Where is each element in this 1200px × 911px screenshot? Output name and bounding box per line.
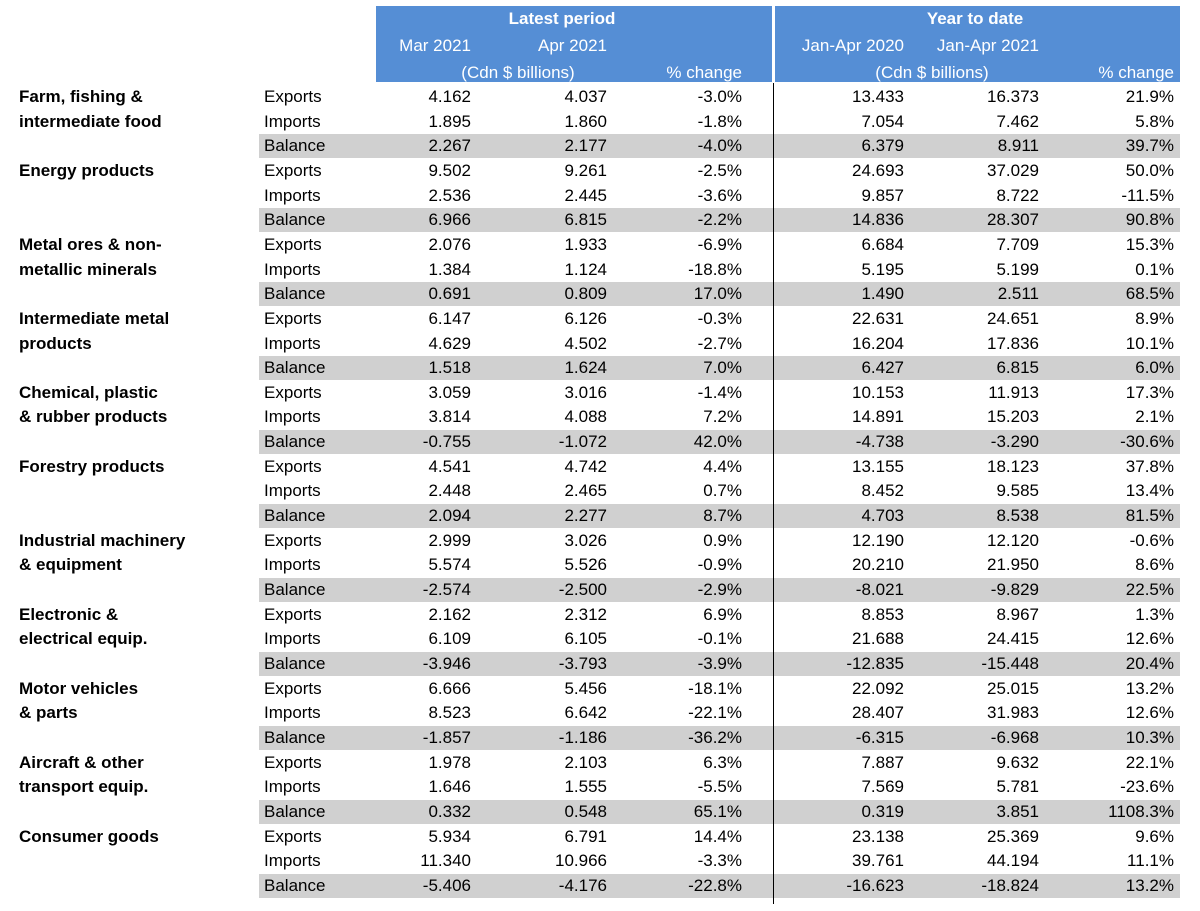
value-cell-mar-2021: 2.162 — [428, 604, 471, 624]
value-cell-mar-2021: 3.059 — [428, 382, 471, 402]
value-cell-jan-apr-2021: 6.815 — [996, 358, 1039, 378]
value-cell-jan-apr-2020: 0.319 — [861, 801, 904, 821]
table-row-imports — [0, 627, 1200, 652]
value-cell-jan-apr-2021: 25.369 — [987, 826, 1039, 846]
value-cell-pct-change-latest: 65.1% — [693, 801, 742, 821]
value-cell-jan-apr-2021: -6.968 — [990, 727, 1039, 747]
value-cell-jan-apr-2021: 8.911 — [997, 136, 1039, 156]
value-cell-apr-2021: 1.124 — [564, 259, 607, 279]
value-cell-apr-2021: 2.312 — [564, 604, 607, 624]
value-cell-jan-apr-2020: 6.684 — [861, 234, 904, 254]
value-cell-jan-apr-2020: 6.379 — [861, 136, 904, 156]
col-header-pct-change-latest: % change — [666, 63, 742, 82]
value-cell-mar-2021: 4.541 — [428, 456, 471, 476]
row-type-label: Imports — [264, 111, 321, 131]
category-label: Chemical, plastic — [19, 382, 158, 402]
category-label: Forestry products — [19, 456, 165, 476]
value-cell-jan-apr-2021: 8.722 — [996, 185, 1039, 205]
category-label: Energy products — [19, 160, 155, 180]
value-cell-pct-change-latest: -3.9% — [697, 653, 742, 673]
value-cell-pct-change-ytd: 13.2% — [1125, 875, 1174, 895]
row-type-label: Exports — [264, 234, 322, 254]
value-cell-jan-apr-2021: -15.448 — [981, 653, 1039, 673]
value-cell-mar-2021: 2.536 — [428, 185, 471, 205]
value-cell-pct-change-latest: 17.0% — [693, 284, 742, 304]
value-cell-pct-change-latest: 7.0% — [703, 358, 742, 378]
row-type-label: Balance — [264, 506, 326, 526]
row-type-label: Imports — [264, 703, 321, 723]
value-cell-jan-apr-2021: 8.538 — [996, 506, 1039, 526]
category-label: Intermediate metal — [19, 308, 170, 328]
value-cell-jan-apr-2021: 16.373 — [987, 87, 1039, 106]
value-cell-pct-change-ytd: 10.1% — [1125, 333, 1174, 353]
category-label: Aircraft & other — [19, 752, 144, 772]
category-label: & rubber products — [19, 407, 168, 427]
row-type-label: Balance — [264, 580, 326, 599]
row-type-label: Balance — [264, 284, 326, 304]
value-cell-jan-apr-2020: 8.853 — [861, 604, 904, 624]
value-cell-apr-2021: -2.500 — [558, 580, 607, 599]
row-type-label: Balance — [264, 875, 326, 895]
value-cell-jan-apr-2020: -4.738 — [855, 432, 904, 452]
table-row-exports — [0, 529, 1200, 554]
value-cell-mar-2021: 1.518 — [428, 358, 471, 378]
value-cell-jan-apr-2021: 7.709 — [996, 234, 1039, 254]
value-cell-jan-apr-2021: 11.913 — [988, 382, 1039, 402]
value-cell-pct-change-ytd: 81.5% — [1125, 506, 1174, 526]
table-row-balance — [0, 282, 1200, 307]
row-type-label: Imports — [264, 555, 321, 575]
value-cell-jan-apr-2021: 28.307 — [987, 210, 1039, 230]
table-row-exports — [0, 825, 1200, 850]
value-cell-jan-apr-2020: 21.688 — [852, 629, 904, 649]
value-cell-apr-2021: 6.126 — [564, 308, 607, 328]
value-cell-pct-change-ytd: 12.6% — [1125, 703, 1174, 723]
category-label: products — [19, 333, 92, 353]
row-type-label: Balance — [264, 727, 326, 747]
table-row-balance — [0, 874, 1200, 899]
table-row-balance — [0, 208, 1200, 233]
value-cell-jan-apr-2020: -16.623 — [846, 875, 904, 895]
units-label-latest: (Cdn $ billions) — [461, 63, 575, 82]
value-cell-jan-apr-2020: 7.569 — [861, 777, 904, 797]
value-cell-pct-change-latest: 8.7% — [703, 506, 742, 526]
value-cell-apr-2021: 2.103 — [564, 752, 607, 772]
value-cell-pct-change-latest: 14.4% — [693, 826, 742, 846]
value-cell-jan-apr-2021: 24.415 — [987, 629, 1039, 649]
row-type-label: Imports — [264, 851, 321, 871]
value-cell-pct-change-latest: -5.5% — [697, 777, 742, 797]
value-cell-apr-2021: 1.860 — [564, 111, 607, 131]
table-row-imports — [0, 775, 1200, 800]
value-cell-apr-2021: 5.456 — [564, 678, 607, 698]
value-cell-mar-2021: 3.814 — [428, 407, 471, 427]
value-cell-pct-change-latest: -2.7% — [697, 333, 742, 353]
value-cell-jan-apr-2020: 13.155 — [852, 456, 904, 476]
category-label: electrical equip. — [19, 629, 148, 649]
table-row-balance — [0, 134, 1200, 159]
value-cell-apr-2021: 2.277 — [564, 506, 607, 526]
value-cell-pct-change-ytd: -23.6% — [1120, 777, 1174, 797]
category-label: transport equip. — [19, 777, 149, 797]
value-cell-jan-apr-2020: -12.835 — [846, 653, 904, 673]
value-cell-jan-apr-2021: 18.123 — [987, 456, 1039, 476]
value-cell-jan-apr-2021: 24.651 — [987, 308, 1039, 328]
category-label: intermediate food — [19, 111, 162, 131]
value-cell-apr-2021: 2.465 — [564, 481, 607, 501]
value-cell-mar-2021: 6.147 — [428, 308, 471, 328]
value-cell-apr-2021: 6.105 — [564, 629, 607, 649]
value-cell-jan-apr-2020: 14.891 — [852, 407, 904, 427]
value-cell-mar-2021: -5.406 — [422, 875, 471, 895]
table-row-imports — [0, 849, 1200, 874]
category-label: Motor vehicles — [19, 678, 139, 698]
value-cell-jan-apr-2020: -6.315 — [855, 727, 904, 747]
value-cell-mar-2021: 1.895 — [428, 111, 471, 131]
value-cell-pct-change-ytd: 90.8% — [1125, 210, 1174, 230]
table-row-balance — [0, 430, 1200, 455]
value-cell-jan-apr-2021: 25.015 — [987, 678, 1039, 698]
value-cell-apr-2021: -3.793 — [558, 653, 607, 673]
table-row-exports — [0, 603, 1200, 628]
value-cell-pct-change-latest: -3.6% — [697, 185, 742, 205]
value-cell-mar-2021: 4.162 — [428, 87, 471, 106]
col-header-jan-apr-2020: Jan-Apr 2020 — [801, 36, 904, 55]
value-cell-apr-2021: 6.815 — [564, 210, 607, 230]
value-cell-jan-apr-2020: 39.761 — [852, 851, 904, 871]
value-cell-apr-2021: 9.261 — [564, 160, 607, 180]
value-cell-pct-change-ytd: 15.3% — [1125, 234, 1174, 254]
table-row-imports — [0, 479, 1200, 504]
value-cell-jan-apr-2020: 7.887 — [861, 752, 904, 772]
value-cell-pct-change-latest: 0.9% — [703, 530, 742, 550]
col-header-mar-2021: Mar 2021 — [399, 36, 471, 55]
row-type-label: Imports — [264, 629, 321, 649]
value-cell-apr-2021: -1.072 — [558, 432, 607, 452]
table-row-imports — [0, 701, 1200, 726]
value-cell-mar-2021: 8.523 — [428, 703, 471, 723]
row-type-label: Exports — [264, 826, 322, 846]
value-cell-pct-change-ytd: 2.1% — [1135, 407, 1174, 427]
value-cell-mar-2021: 1.384 — [428, 259, 471, 279]
value-cell-pct-change-ytd: 1108.3% — [1108, 801, 1174, 821]
value-cell-pct-change-latest: 42.0% — [693, 432, 742, 452]
value-cell-apr-2021: 4.502 — [564, 333, 607, 353]
value-cell-pct-change-ytd: 0.1% — [1135, 259, 1174, 279]
category-label: Industrial machinery — [19, 530, 186, 550]
value-cell-pct-change-ytd: 12.6% — [1125, 629, 1174, 649]
value-cell-apr-2021: 3.026 — [564, 530, 607, 550]
table-row-imports — [0, 553, 1200, 578]
value-cell-pct-change-latest: -22.8% — [688, 875, 742, 895]
table-row-exports — [0, 381, 1200, 406]
row-type-label: Balance — [264, 210, 326, 230]
value-cell-mar-2021: -3.946 — [422, 653, 471, 673]
category-label: Consumer goods — [19, 826, 159, 846]
value-cell-mar-2021: 2.999 — [428, 530, 471, 550]
row-type-label: Imports — [264, 185, 321, 205]
value-cell-jan-apr-2021: 12.120 — [987, 530, 1039, 550]
value-cell-pct-change-ytd: 20.4% — [1125, 653, 1174, 673]
value-cell-pct-change-latest: -0.9% — [697, 555, 742, 575]
value-cell-mar-2021: 2.094 — [428, 506, 471, 526]
value-cell-pct-change-ytd: 39.7% — [1125, 136, 1174, 156]
value-cell-mar-2021: -1.857 — [422, 727, 471, 747]
row-type-label: Exports — [264, 456, 322, 476]
value-cell-jan-apr-2021: 9.585 — [996, 481, 1039, 501]
table-row-balance — [0, 652, 1200, 677]
value-cell-apr-2021: 0.548 — [564, 801, 607, 821]
value-cell-apr-2021: -1.186 — [558, 727, 607, 747]
value-cell-pct-change-ytd: 22.1% — [1125, 752, 1174, 772]
value-cell-pct-change-ytd: -0.6% — [1129, 530, 1174, 550]
row-type-label: Exports — [264, 678, 322, 698]
value-cell-mar-2021: 1.646 — [428, 777, 471, 797]
category-label: Farm, fishing & — [19, 87, 143, 106]
value-cell-pct-change-ytd: 68.5% — [1125, 284, 1174, 304]
value-cell-pct-change-ytd: -11.5% — [1121, 185, 1174, 205]
value-cell-jan-apr-2020: 7.054 — [861, 111, 904, 131]
units-label-ytd: (Cdn $ billions) — [875, 63, 989, 82]
category-label: metallic minerals — [19, 259, 157, 279]
value-cell-pct-change-latest: -1.4% — [697, 382, 742, 402]
table-row-balance — [0, 504, 1200, 529]
value-cell-pct-change-latest: -18.8% — [688, 259, 742, 279]
category-label: & equipment — [19, 555, 122, 575]
value-cell-jan-apr-2021: 9.632 — [996, 752, 1039, 772]
table-row-exports — [0, 455, 1200, 480]
row-type-label: Balance — [264, 653, 326, 673]
row-type-label: Balance — [264, 432, 326, 452]
col-header-jan-apr-2021: Jan-Apr 2021 — [936, 36, 1039, 55]
value-cell-jan-apr-2020: 6.427 — [861, 358, 904, 378]
value-cell-apr-2021: 2.445 — [564, 185, 607, 205]
value-cell-mar-2021: 6.666 — [428, 678, 471, 698]
row-type-label: Exports — [264, 604, 322, 624]
value-cell-mar-2021: 2.448 — [428, 481, 471, 501]
value-cell-apr-2021: 1.933 — [564, 234, 607, 254]
col-header-apr-2021: Apr 2021 — [538, 36, 607, 55]
category-label: Electronic & — [19, 604, 119, 624]
value-cell-pct-change-ytd: 10.3% — [1125, 727, 1174, 747]
value-cell-pct-change-ytd: 5.8% — [1135, 111, 1174, 131]
value-cell-jan-apr-2020: 12.190 — [852, 530, 904, 550]
row-type-label: Exports — [264, 752, 322, 772]
value-cell-mar-2021: 6.966 — [428, 210, 471, 230]
value-cell-pct-change-latest: 7.2% — [703, 407, 742, 427]
value-cell-pct-change-ytd: 8.9% — [1135, 308, 1174, 328]
value-cell-jan-apr-2020: 10.153 — [852, 382, 904, 402]
value-cell-jan-apr-2020: 20.210 — [852, 555, 904, 575]
value-cell-pct-change-latest: -6.9% — [697, 234, 742, 254]
value-cell-apr-2021: -4.176 — [558, 875, 607, 895]
value-cell-apr-2021: 1.624 — [564, 358, 607, 378]
value-cell-mar-2021: 1.978 — [428, 752, 471, 772]
table-row-exports — [0, 751, 1200, 776]
table-row-exports — [0, 677, 1200, 702]
value-cell-pct-change-ytd: 6.0% — [1135, 358, 1174, 378]
table-row-balance — [0, 578, 1200, 603]
value-cell-jan-apr-2020: -8.021 — [855, 580, 904, 599]
value-cell-apr-2021: 4.742 — [564, 456, 607, 476]
value-cell-jan-apr-2021: 3.851 — [996, 801, 1039, 821]
row-type-label: Imports — [264, 777, 321, 797]
row-type-label: Exports — [264, 87, 322, 106]
value-cell-jan-apr-2020: 4.703 — [861, 506, 904, 526]
value-cell-jan-apr-2020: 23.138 — [852, 826, 904, 846]
value-cell-jan-apr-2021: 5.199 — [996, 259, 1039, 279]
value-cell-apr-2021: 4.037 — [564, 87, 607, 106]
table-row-exports — [0, 307, 1200, 332]
row-type-label: Imports — [264, 259, 321, 279]
value-cell-pct-change-latest: -1.8% — [697, 111, 742, 131]
value-cell-pct-change-latest: -36.2% — [688, 727, 742, 747]
value-cell-jan-apr-2021: 31.983 — [987, 703, 1039, 723]
value-cell-mar-2021: 6.109 — [428, 629, 471, 649]
value-cell-pct-change-latest: -18.1% — [688, 678, 742, 698]
table-row-imports — [0, 258, 1200, 283]
row-type-label: Imports — [264, 407, 321, 427]
value-cell-apr-2021: 5.526 — [564, 555, 607, 575]
value-cell-pct-change-ytd: 13.2% — [1125, 678, 1174, 698]
value-cell-pct-change-ytd: 11.1% — [1127, 851, 1174, 871]
value-cell-mar-2021: 4.629 — [428, 333, 471, 353]
value-cell-pct-change-ytd: -30.6% — [1120, 432, 1174, 452]
row-type-label: Balance — [264, 801, 326, 821]
value-cell-jan-apr-2021: 8.967 — [996, 604, 1039, 624]
table-row-imports — [0, 110, 1200, 135]
value-cell-jan-apr-2020: 22.631 — [852, 308, 904, 328]
row-type-label: Exports — [264, 160, 322, 180]
value-cell-jan-apr-2020: 28.407 — [852, 703, 904, 723]
category-label: & parts — [19, 703, 78, 723]
table-row-imports — [0, 184, 1200, 209]
value-cell-jan-apr-2020: 13.433 — [852, 87, 904, 106]
value-cell-pct-change-ytd: 37.8% — [1125, 456, 1174, 476]
value-cell-pct-change-ytd: 1.3% — [1135, 604, 1174, 624]
value-cell-jan-apr-2021: 37.029 — [987, 160, 1039, 180]
value-cell-pct-change-ytd: 50.0% — [1125, 160, 1174, 180]
value-cell-jan-apr-2021: 21.950 — [987, 555, 1039, 575]
value-cell-apr-2021: 0.809 — [564, 284, 607, 304]
value-cell-mar-2021: 0.332 — [428, 801, 471, 821]
value-cell-pct-change-latest: -0.3% — [697, 308, 742, 328]
table-row-imports — [0, 332, 1200, 357]
category-label: Metal ores & non- — [19, 234, 162, 254]
value-cell-jan-apr-2020: 1.490 — [861, 284, 904, 304]
table-row-exports — [0, 85, 1200, 110]
value-cell-pct-change-latest: -3.3% — [697, 851, 742, 871]
value-cell-pct-change-latest: -2.9% — [697, 580, 742, 599]
value-cell-pct-change-latest: -2.2% — [697, 210, 742, 230]
table-row-balance — [0, 356, 1200, 381]
value-cell-jan-apr-2021: -18.824 — [981, 875, 1039, 895]
value-cell-pct-change-ytd: 21.9% — [1125, 87, 1174, 106]
value-cell-mar-2021: -0.755 — [422, 432, 471, 452]
value-cell-jan-apr-2020: 5.195 — [861, 259, 904, 279]
value-cell-pct-change-ytd: 8.6% — [1135, 555, 1174, 575]
value-cell-pct-change-latest: 0.7% — [703, 481, 742, 501]
value-cell-pct-change-latest: 6.9% — [703, 604, 742, 624]
value-cell-jan-apr-2020: 22.092 — [852, 678, 904, 698]
value-cell-jan-apr-2020: 24.693 — [852, 160, 904, 180]
table-row-exports — [0, 233, 1200, 258]
table-row-imports — [0, 405, 1200, 430]
value-cell-jan-apr-2021: 44.194 — [987, 851, 1039, 871]
value-cell-apr-2021: 10.966 — [555, 851, 607, 871]
value-cell-jan-apr-2021: 5.781 — [996, 777, 1039, 797]
value-cell-jan-apr-2020: 14.836 — [852, 210, 904, 230]
value-cell-apr-2021: 6.791 — [564, 826, 607, 846]
value-cell-pct-change-latest: 6.3% — [703, 752, 742, 772]
value-cell-apr-2021: 2.177 — [564, 136, 607, 156]
value-cell-jan-apr-2021: -3.290 — [990, 432, 1039, 452]
value-cell-apr-2021: 4.088 — [564, 407, 607, 427]
value-cell-apr-2021: 6.642 — [564, 703, 607, 723]
value-cell-jan-apr-2021: 7.462 — [996, 111, 1039, 131]
table-row-balance — [0, 800, 1200, 825]
value-cell-pct-change-latest: -0.1% — [697, 629, 742, 649]
row-type-label: Exports — [264, 308, 322, 328]
value-cell-pct-change-latest: -3.0% — [697, 87, 742, 106]
value-cell-pct-change-ytd: 22.5% — [1125, 580, 1174, 599]
value-cell-jan-apr-2020: 16.204 — [852, 333, 904, 353]
value-cell-jan-apr-2021: 15.203 — [987, 407, 1039, 427]
value-cell-mar-2021: 5.934 — [428, 826, 471, 846]
value-cell-jan-apr-2020: 9.857 — [861, 185, 904, 205]
value-cell-pct-change-latest: -2.5% — [697, 160, 742, 180]
column-divider — [773, 83, 774, 904]
year-to-date-title: Year to date — [926, 9, 1024, 28]
latest-period-title: Latest period — [508, 9, 616, 28]
value-cell-mar-2021: 5.574 — [428, 555, 471, 575]
value-cell-apr-2021: 3.016 — [564, 382, 607, 402]
value-cell-jan-apr-2021: 2.511 — [997, 284, 1039, 304]
value-cell-mar-2021: 9.502 — [428, 160, 471, 180]
value-cell-pct-change-ytd: 13.4% — [1125, 481, 1174, 501]
row-type-label: Imports — [264, 481, 321, 501]
value-cell-apr-2021: 1.555 — [564, 777, 607, 797]
value-cell-mar-2021: 11.340 — [420, 851, 471, 871]
value-cell-jan-apr-2021: -9.829 — [990, 580, 1039, 599]
value-cell-pct-change-latest: 4.4% — [703, 456, 742, 476]
value-cell-mar-2021: -2.574 — [422, 580, 471, 599]
value-cell-mar-2021: 0.691 — [428, 284, 471, 304]
row-type-label: Imports — [264, 333, 321, 353]
row-type-label: Exports — [264, 382, 322, 402]
value-cell-pct-change-latest: -22.1% — [688, 703, 742, 723]
value-cell-pct-change-latest: -4.0% — [697, 136, 742, 156]
row-type-label: Balance — [264, 136, 326, 156]
value-cell-pct-change-ytd: 9.6% — [1135, 826, 1174, 846]
col-header-pct-change-ytd: % change — [1098, 63, 1174, 82]
value-cell-mar-2021: 2.267 — [428, 136, 471, 156]
table-row-balance — [0, 726, 1200, 751]
row-type-label: Balance — [264, 358, 326, 378]
value-cell-jan-apr-2021: 17.836 — [987, 333, 1039, 353]
table-row-exports — [0, 159, 1200, 184]
value-cell-pct-change-ytd: 17.3% — [1125, 382, 1174, 402]
value-cell-mar-2021: 2.076 — [428, 234, 471, 254]
row-type-label: Exports — [264, 530, 322, 550]
value-cell-jan-apr-2020: 8.452 — [861, 481, 904, 501]
